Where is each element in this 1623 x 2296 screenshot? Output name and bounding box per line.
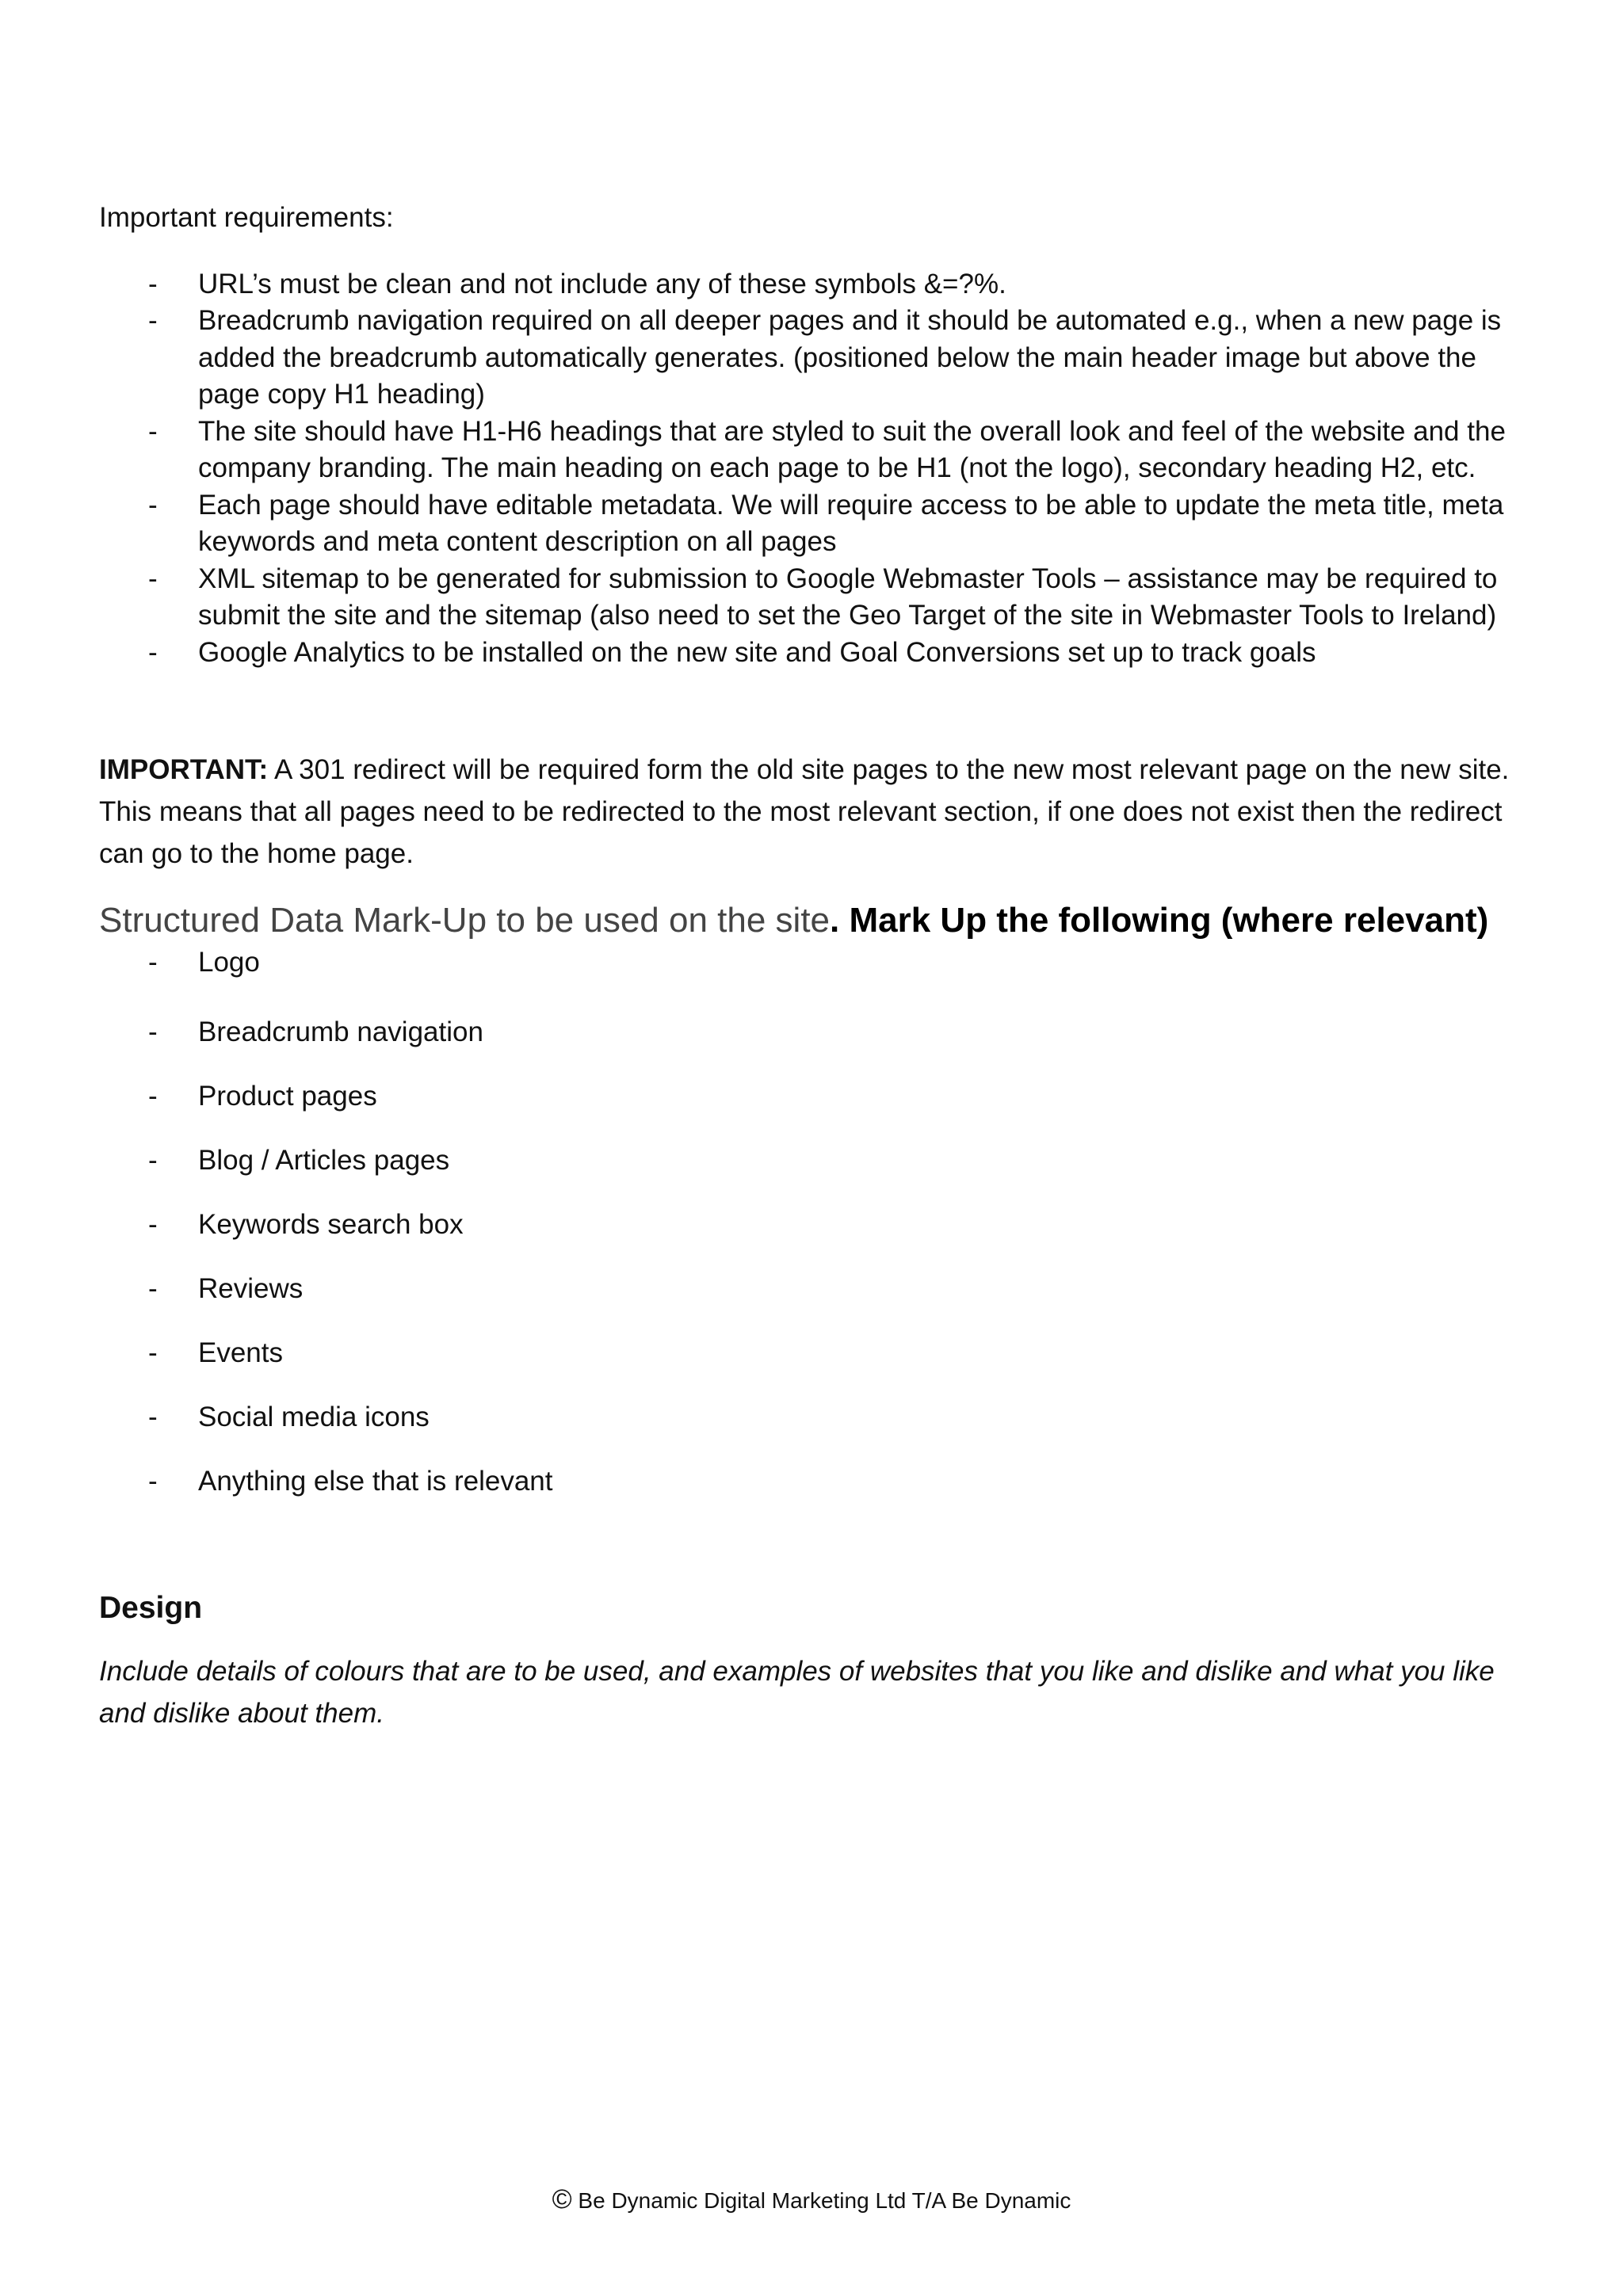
footer-text: Be Dynamic Digital Marketing Ltd T/A Be Dynamic [571, 2188, 1071, 2213]
list-item [99, 1078, 1541, 1115]
list-item [99, 561, 1541, 635]
bullet-dash: - [148, 1145, 158, 1176]
list-item [99, 1207, 1541, 1243]
important-text: A 301 redirect will be required form the old site pages to the new most relevant page on the new site. This means that all pages need to be redirected to the most relevant section, if one does not exist then the redirect can go to the home page. [99, 754, 1510, 869]
bullet-dash: - [148, 1273, 158, 1304]
list-item [99, 1463, 1541, 1500]
bullet-dash: - [148, 415, 158, 447]
markup-item-text: Events [198, 1337, 283, 1368]
list-item [99, 1142, 1541, 1179]
list-item [99, 1399, 1541, 1436]
requirement-text: The site should have H1-H6 headings that are styled to suit the overall look and feel of the website and the company branding. The main heading on each page to be H1 (not the logo), secondary heading H2, etc. [198, 415, 1506, 483]
structured-data-heading [99, 897, 1541, 944]
bullet-dash: - [148, 1209, 158, 1240]
list-item [99, 414, 1541, 487]
bullet-dash: - [148, 1337, 158, 1368]
bullet-dash: - [148, 636, 158, 668]
bullet-dash: - [148, 1016, 158, 1047]
list-item [99, 1271, 1541, 1307]
structured-data-heading-light: Structured Data Mark-Up to be used on the site [99, 901, 831, 940]
bullet-dash: - [148, 1466, 158, 1497]
list-item [99, 303, 1541, 414]
markup-item-text: Product pages [198, 1081, 377, 1112]
important-note [99, 749, 1541, 875]
markup-item-text: Reviews [198, 1273, 304, 1304]
list-item [99, 266, 1541, 303]
bullet-dash: - [148, 268, 158, 299]
design-description: Include details of colours that are to be used, and examples of websites that you like and dislike and what you like and dislike about them. [99, 1656, 1495, 1729]
page-footer [0, 2185, 1623, 2215]
bullet-dash: - [148, 305, 158, 336]
markup-item-text: Keywords search box [198, 1209, 464, 1240]
structured-data-heading-bold: . Mark Up the following (where relevant) [830, 901, 1489, 940]
list-item [99, 1014, 1541, 1051]
requirement-text: Each page should have editable metadata. We will require access to be able to update the meta title, meta keywords and meta content description on all pages [198, 489, 1504, 557]
list-item [99, 635, 1541, 672]
requirement-text: Google Analytics to be installed on the new site and Goal Conversions set up to track goals [198, 636, 1316, 668]
markup-item-text: Breadcrumb navigation [198, 1016, 483, 1047]
markup-item-text: Social media icons [198, 1402, 430, 1432]
requirement-text: Breadcrumb navigation required on all deeper pages and it should be automated e.g., when a new page is added the breadcrumb automatically generates. (positioned below the main header image but above the page copy H1 heading) [198, 305, 1502, 410]
list-item [99, 487, 1541, 561]
bullet-dash: - [148, 1402, 158, 1432]
requirement-text: XML sitemap to be generated for submission to Google Webmaster Tools – assistance may be required to submit the site and the sitemap (also need to set the Geo Target of the site in Webmaster Tools to Ireland) [198, 563, 1498, 631]
document-content [99, 200, 1541, 1734]
list-item [99, 944, 1541, 981]
bullet-dash: - [148, 947, 158, 978]
bullet-dash: - [148, 489, 158, 521]
copyright-symbol: © [552, 2184, 572, 2214]
markup-list [99, 944, 1541, 1500]
important-label: IMPORTANT: [99, 754, 269, 785]
markup-item-text: Anything else that is relevant [198, 1466, 553, 1497]
design-heading: Design [99, 1591, 203, 1625]
bullet-dash: - [148, 563, 158, 594]
markup-item-text: Logo [198, 947, 260, 978]
requirements-intro: Important requirements: [99, 202, 394, 233]
bullet-dash: - [148, 1081, 158, 1112]
list-item [99, 1335, 1541, 1371]
requirements-list [99, 266, 1541, 672]
requirement-text: URL’s must be clean and not include any of these symbols &=?%. [198, 268, 1006, 299]
markup-item-text: Blog / Articles pages [198, 1145, 450, 1176]
